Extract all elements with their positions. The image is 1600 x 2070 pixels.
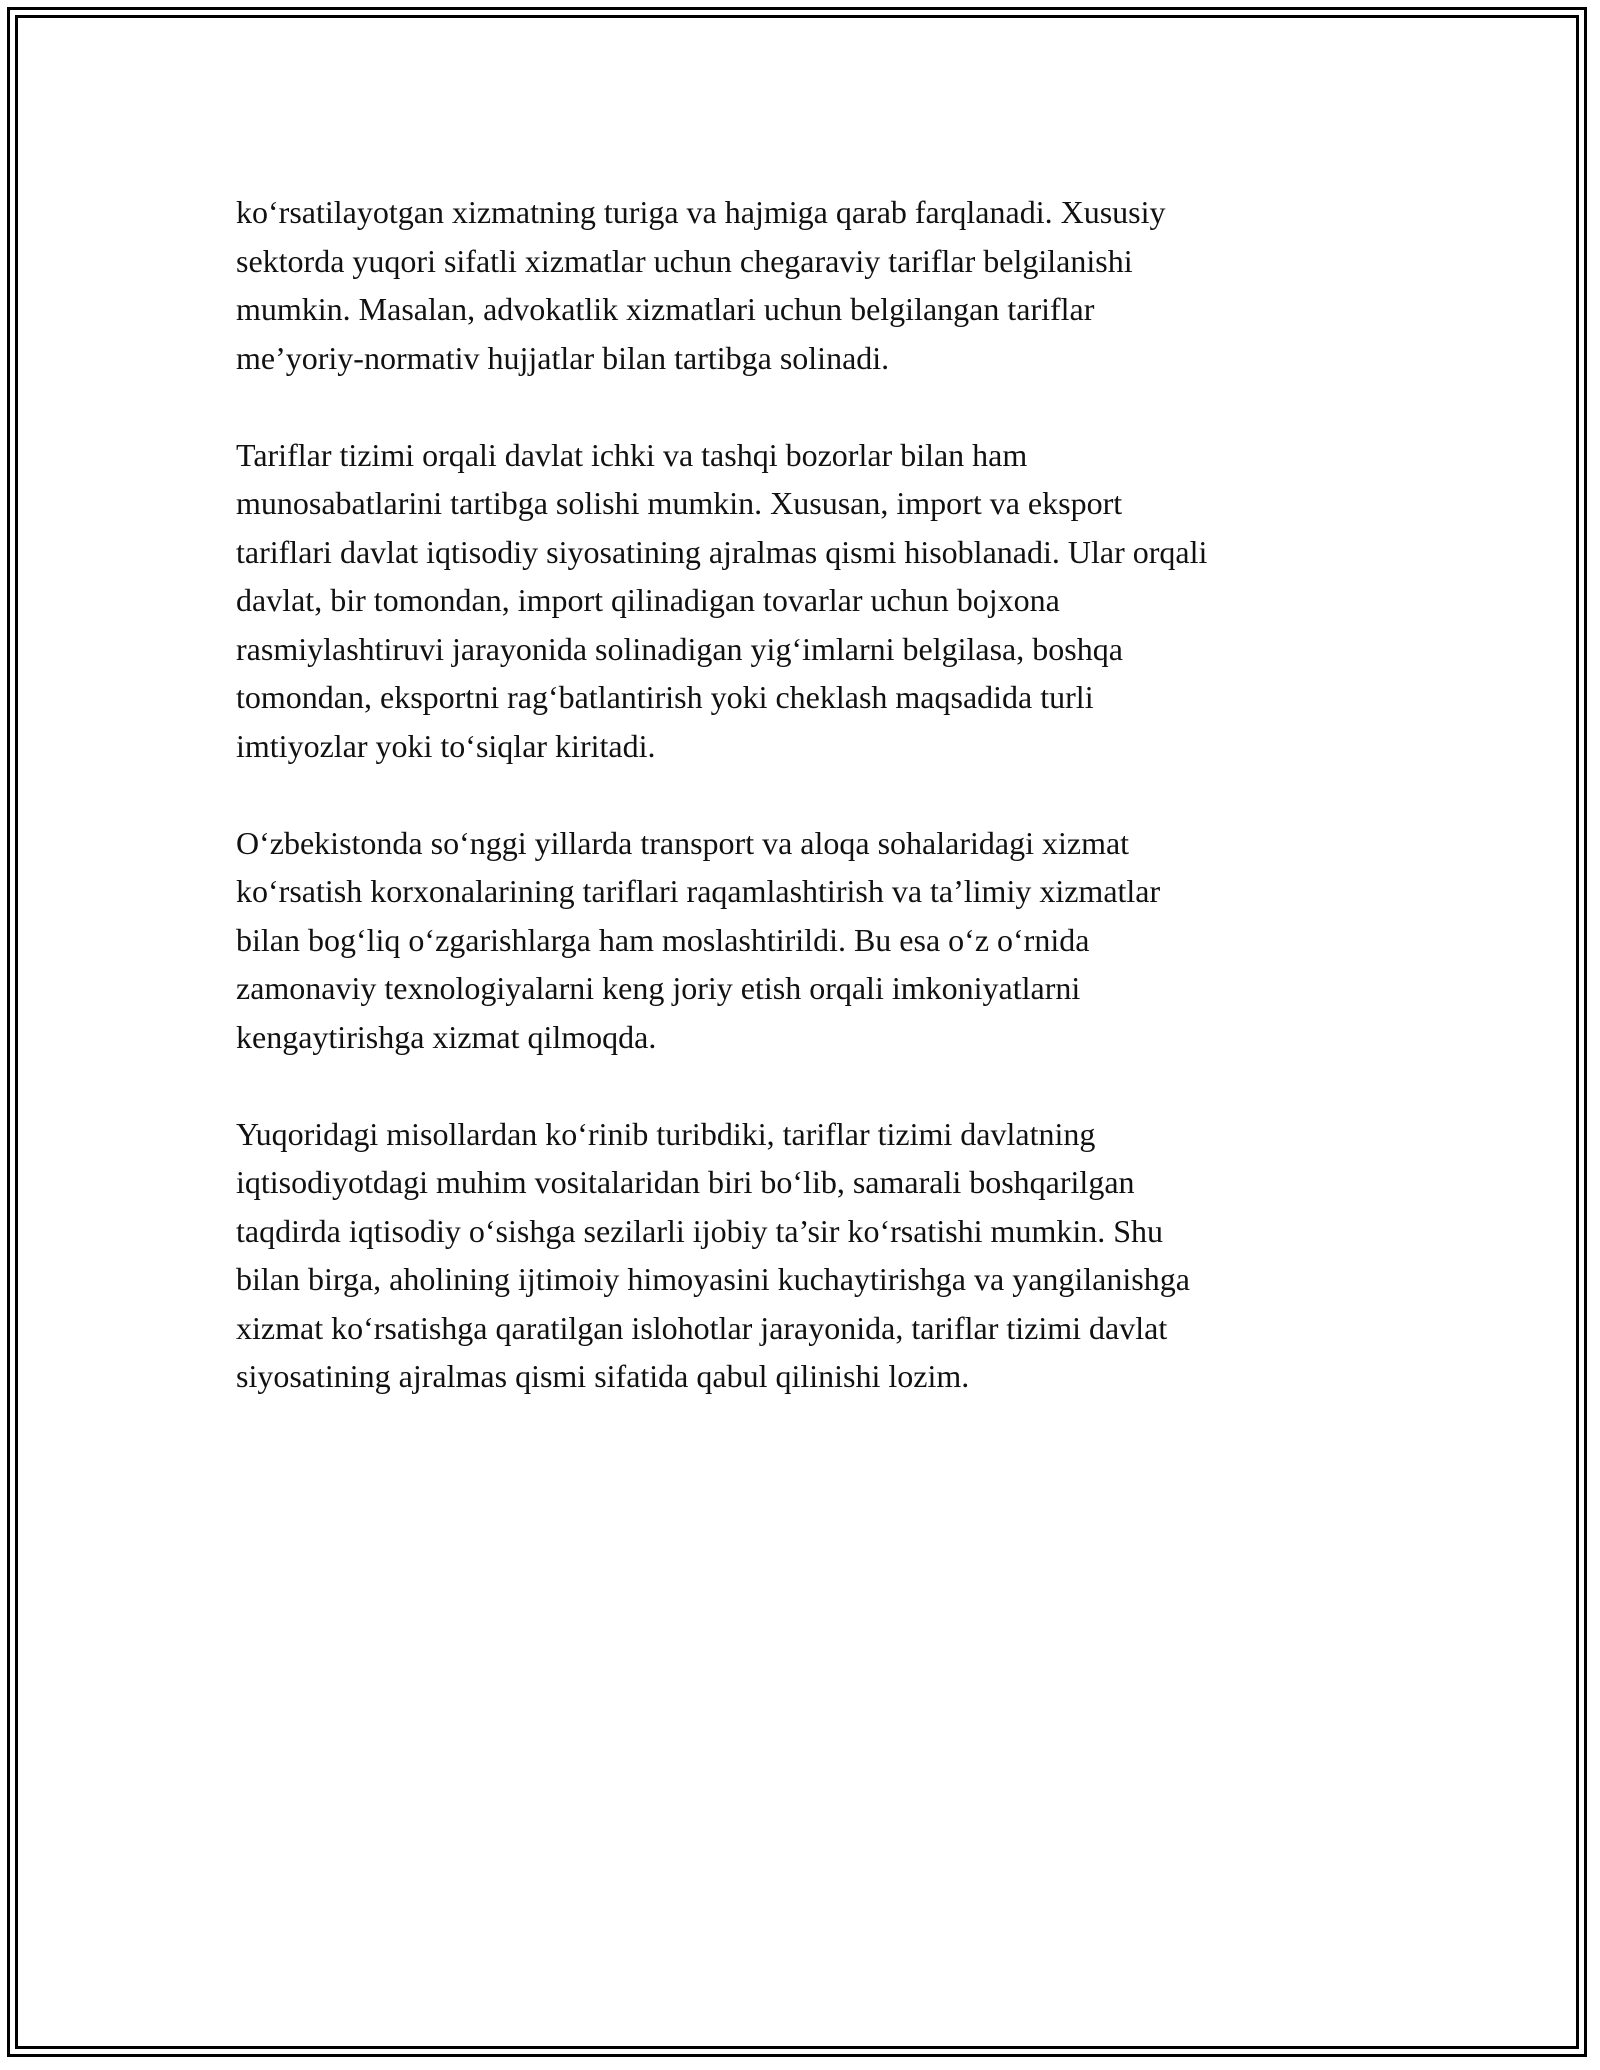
paragraph-2: Tariflar tizimi orqali davlat ichki va tashqi bozorlar bilan ham munosabatlarini tartibga solishi mumkin. Xususan, import va eksport tariflari davlat iqtisodiy siyosatining ajralmas qismi hisoblanadi. Ular orqali davlat, bir tomondan, import qilinadigan tovarlar uchun bojxona rasmiylashtiruvi jarayonida solinadigan yig‘imlarni belgilasa, boshqa tomondan, eksportni rag‘batlantirish yoki cheklash maqsadida turli imtiyozlar yoki to‘siqlar kiritadi. — [236, 436, 1208, 764]
paragraph-4: Yuqoridagi misollardan ko‘rinib turibdiki, tariflar tizimi davlatning iqtisodiyotdagi muhim vositalaridan biri bo‘lib, samarali boshqarilgan taqdirda iqtisodiy o‘sishga sezilarli ijobiy ta’sir ko‘rsatishi mumkin. Shu bilan birga, aholining ijtimoiy himoyasini kuchaytirishga va yangilanishga xizmat ko‘rsatishga qaratilgan islohotlar jarayonida, tariflar tizimi davlat siyosatining ajralmas qismi sifatida qabul qilinishi lozim. — [236, 1115, 1190, 1394]
document-body — [236, 188, 1376, 1449]
paragraph-1: ko‘rsatilayotgan xizmatning turiga va hajmiga qarab farqlanadi. Xususiy sektorda yuqori sifatli xizmatlar uchun chegaraviy tariflar belgilanishi mumkin. Masalan, advokatlik xizmatlari uchun belgilangan tariflar me’yoriy-normativ hujjatlar bilan tartibga solinadi. — [236, 194, 1166, 376]
paragraph-3: O‘zbekistonda so‘nggi yillarda transport va aloqa sohalaridagi xizmat ko‘rsatish korxonalarining tariflari raqamlashtirish va ta’limiy xizmatlar bilan bog‘liq o‘zgarishlarga ham moslashtirildi. Bu esa o‘z o‘rnida zamonaviy texnologiyalarni keng joriy etish orqali imkoniyatlarni kengaytirishga xizmat qilmoqda. — [236, 824, 1161, 1055]
